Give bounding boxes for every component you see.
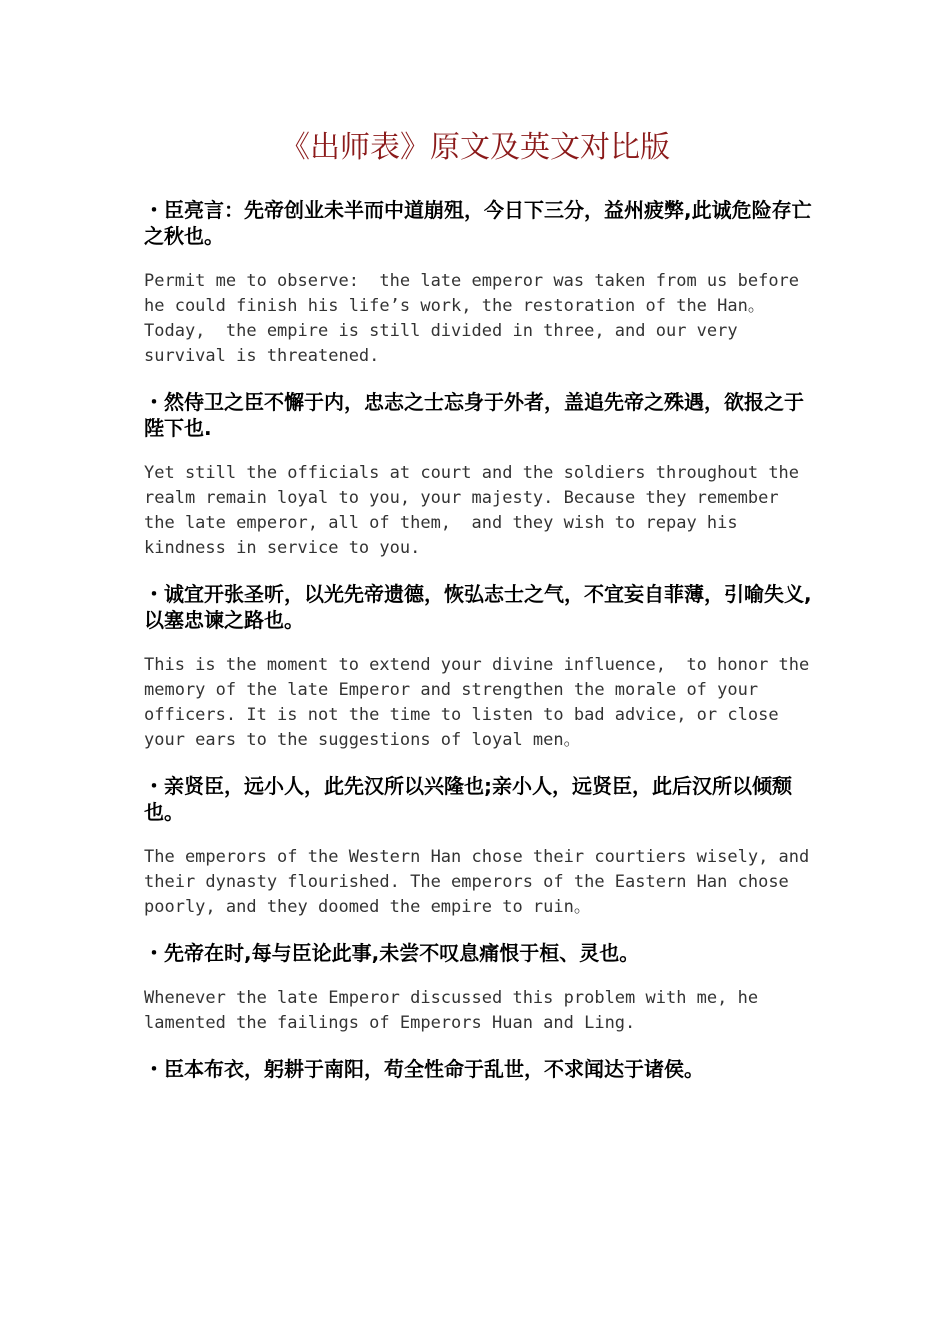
chinese-paragraph-2: ・然侍卫之臣不懈于内，忠志之士忘身于外者，盖追先帝之殊遇，欲报之于陛下也. — [144, 390, 804, 440]
chinese-paragraph-1: ・臣亮言：先帝创业未半而中道崩殂，今日下三分，益州疲弊,此诚危险存亡之秋也。 — [144, 198, 812, 248]
english-paragraph-1: Permit me to observe: the late emperor was taken from us before he could finish his life’s work, the restoration of the Han。 Today, the empire is still divided in three, and our very survival is threatened. — [144, 271, 810, 366]
chinese-paragraph-6: ・臣本布衣，躬耕于南阳，苟全性命于乱世，不求闻达于诸侯。 — [144, 1057, 704, 1081]
chinese-paragraph-3: ・诚宜开张圣听，以光先帝遗德，恢弘志士之气，不宜妄自菲薄，引喻失义,以塞忠谏之路也。 — [144, 582, 812, 632]
english-paragraph-3: This is the moment to extend your divine influence, to honor the memory of the late Emperor and strengthen the morale of your officers. It is not the time to listen to bad advice, or close your ears to the suggestions of loyal men。 — [144, 655, 820, 750]
page-title: 《出师表》原文及英文对比版 — [280, 130, 670, 165]
chinese-paragraph-4: ・亲贤臣，远小人，此先汉所以兴隆也;亲小人，远贤臣，此后汉所以倾颓也。 — [144, 774, 792, 824]
english-paragraph-5: Whenever the late Emperor discussed this problem with me, he lamented the failings of Emperors Huan and Ling. — [144, 988, 769, 1033]
english-paragraph-4: The emperors of the Western Han chose their courtiers wisely, and their dynasty flourished. The emperors of the Eastern Han chose poorly, and they doomed the empire to ruin。 — [144, 847, 820, 917]
document-body — [144, 197, 820, 1082]
english-paragraph-2: Yet still the officials at court and the soldiers throughout the realm remain loyal to you, your majesty. Because they remember the late emperor, all of them, and they wish to repay his kindness in service to you. — [144, 463, 810, 558]
chinese-paragraph-5: ・先帝在时,每与臣论此事,未尝不叹息痛恨于桓、灵也。 — [144, 941, 640, 965]
